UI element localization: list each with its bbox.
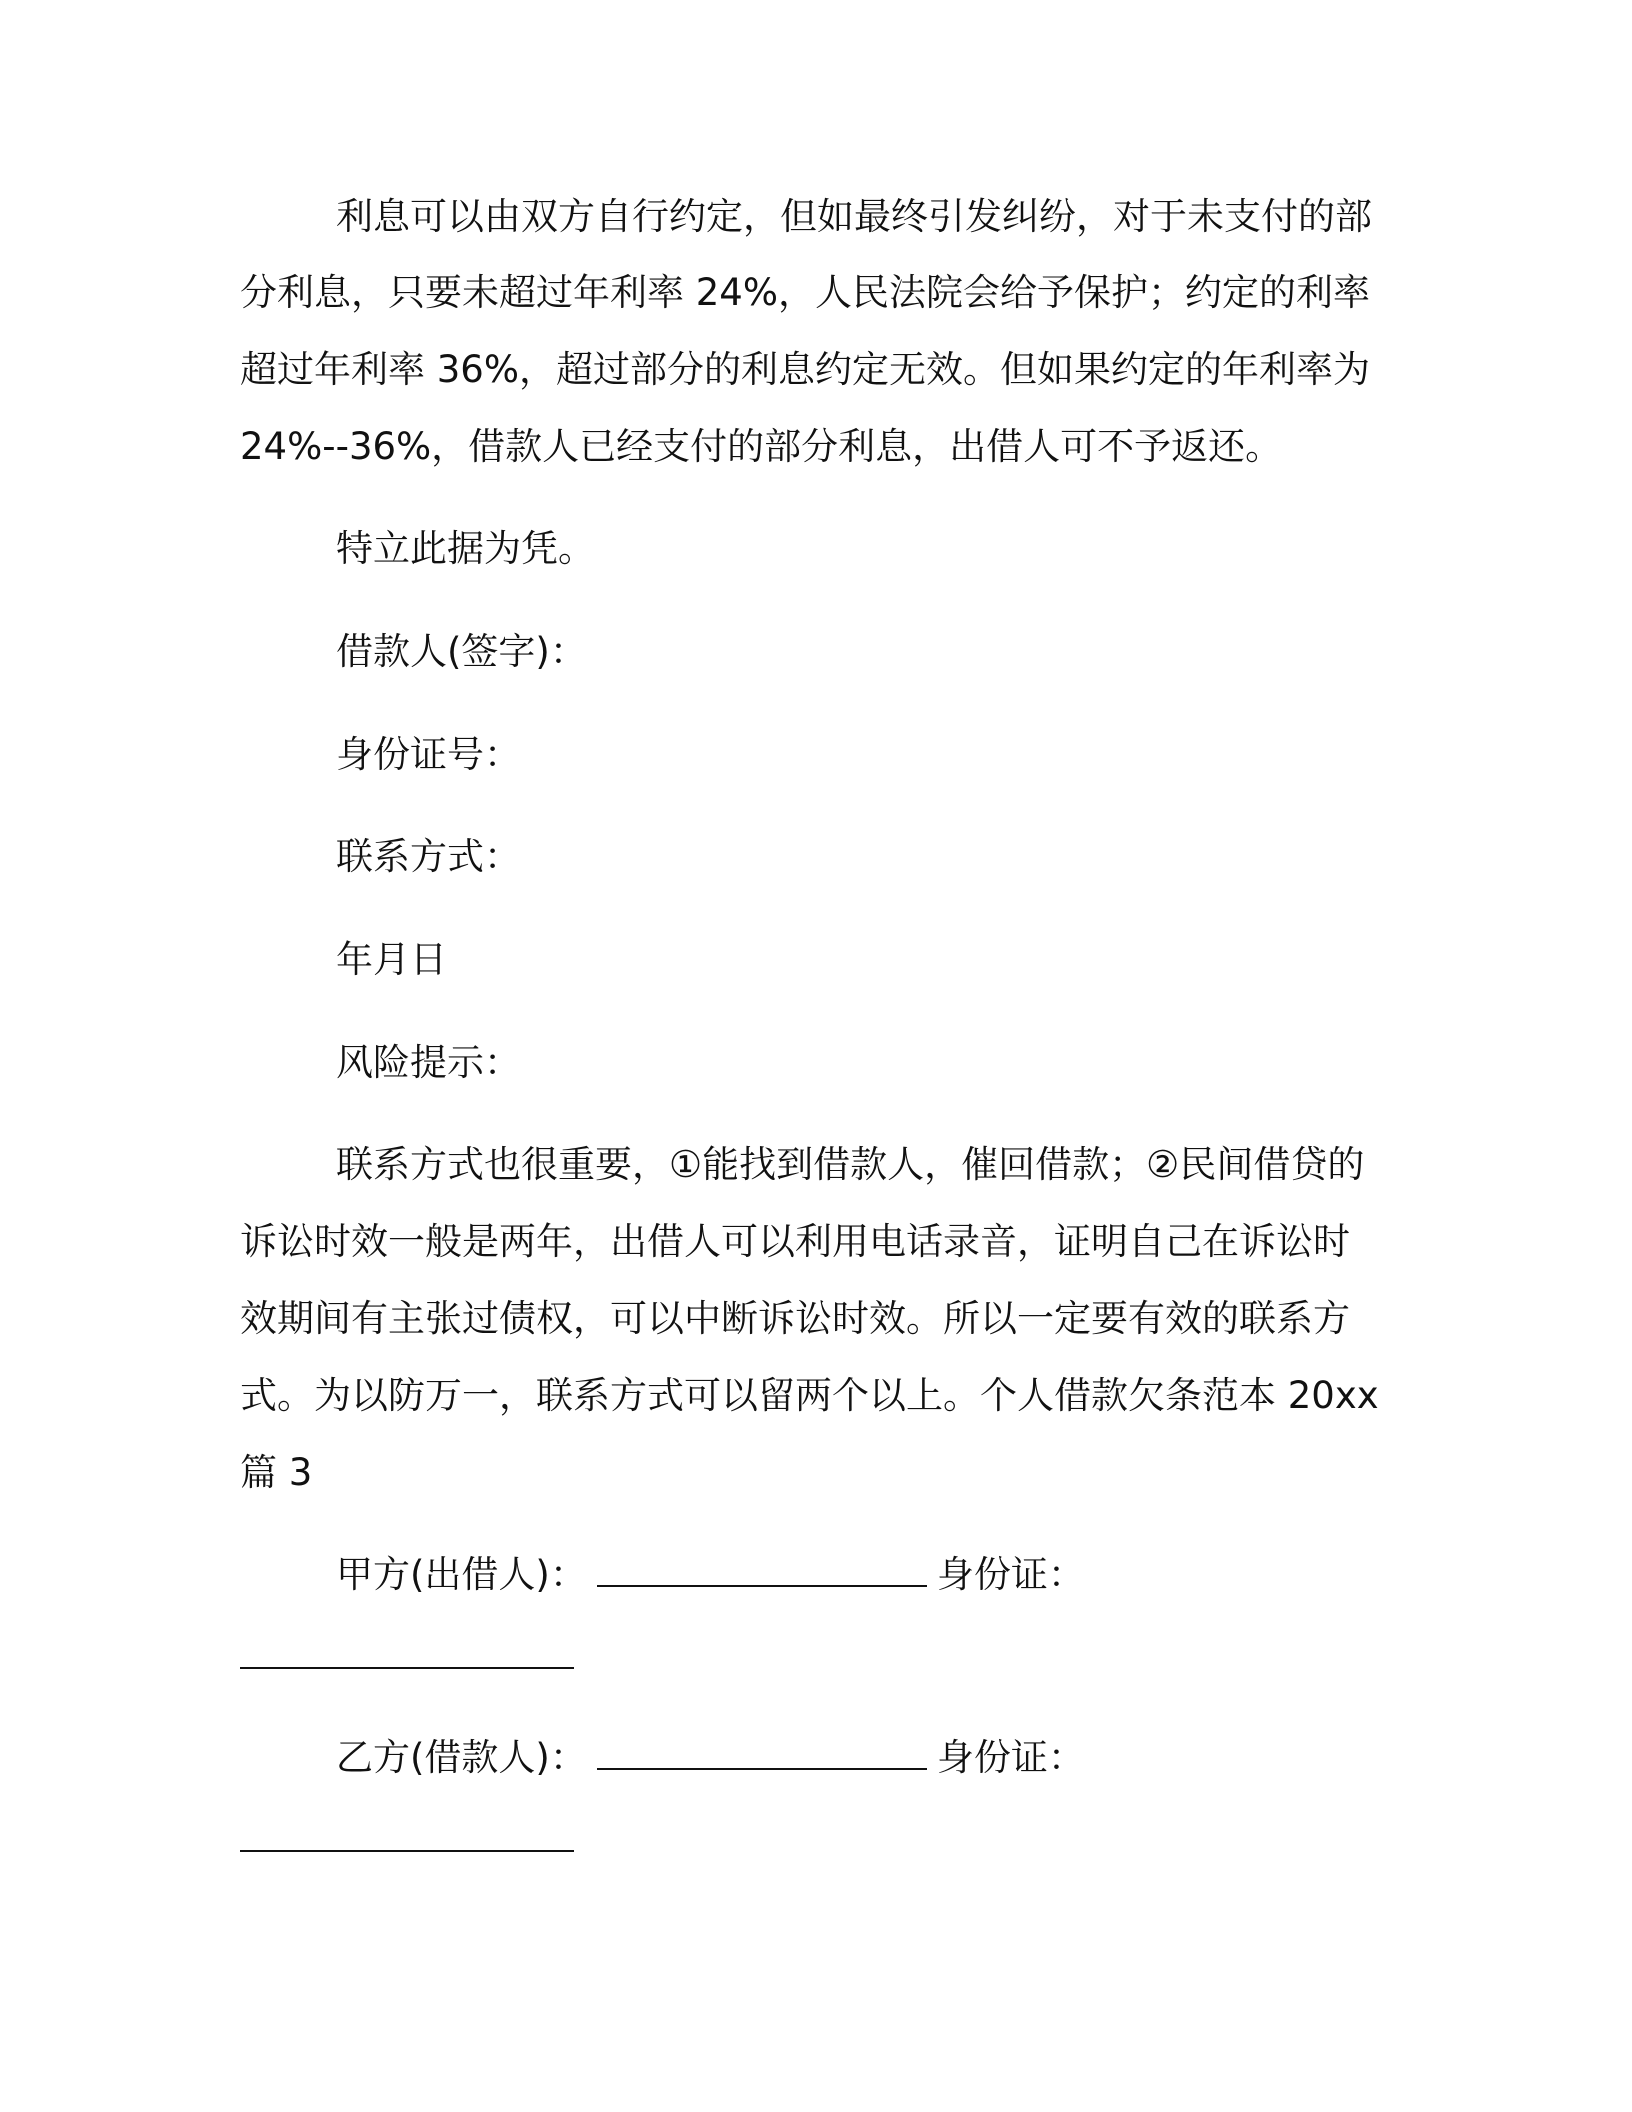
risk-paragraph-line-2: 诉讼时效一般是两年，出借人可以利用电话录音，证明自己在诉讼时	[240, 1220, 1350, 1263]
party-a-id-label: 身份证：	[936, 1553, 1085, 1596]
contact-label: 联系方式：	[336, 835, 521, 878]
party-b-id-blank[interactable]	[240, 1816, 574, 1852]
risk-paragraph-line-1: 联系方式也很重要，①能找到借款人，催回借款；②民间借贷的	[336, 1143, 1365, 1186]
interest-paragraph-line-3: 超过年利率 36%，超过部分的利息约定无效。但如果约定的年利率为	[240, 348, 1370, 391]
party-b-label: 乙方(借款人)：	[336, 1736, 587, 1779]
interest-paragraph-line-2: 分利息，只要未超过年利率 24%，人民法院会给予保护；约定的利率	[240, 271, 1370, 314]
party-b-id-row	[240, 1815, 574, 1865]
party-a-id-blank[interactable]	[240, 1633, 574, 1669]
date-label: 年月日	[336, 938, 447, 981]
party-b-name-blank[interactable]	[597, 1734, 927, 1770]
interest-paragraph-line-1: 利息可以由双方自行约定，但如最终引发纠纷，对于未支付的部	[336, 195, 1372, 238]
closing-statement: 特立此据为凭。	[336, 527, 595, 570]
id-number-label: 身份证号：	[336, 733, 521, 776]
party-b-id-label: 身份证：	[936, 1736, 1085, 1779]
borrower-signature-label: 借款人(签字)：	[336, 630, 587, 673]
risk-paragraph-line-3: 效期间有主张过债权，可以中断诉讼时效。所以一定要有效的联系方	[240, 1297, 1350, 1340]
party-a-label: 甲方(出借人)：	[336, 1553, 587, 1596]
party-b-row	[336, 1733, 1085, 1783]
risk-title: 风险提示：	[336, 1041, 521, 1084]
risk-paragraph-line-4: 式。为以防万一，联系方式可以留两个以上。个人借款欠条范本 20xx	[240, 1374, 1379, 1417]
risk-paragraph-line-5: 篇 3	[240, 1451, 313, 1494]
party-a-row	[336, 1550, 1085, 1600]
party-a-name-blank[interactable]	[597, 1551, 927, 1587]
interest-paragraph-line-4: 24%--36%，借款人已经支付的部分利息，出借人可不予返还。	[240, 425, 1283, 468]
party-a-id-row	[240, 1632, 574, 1682]
